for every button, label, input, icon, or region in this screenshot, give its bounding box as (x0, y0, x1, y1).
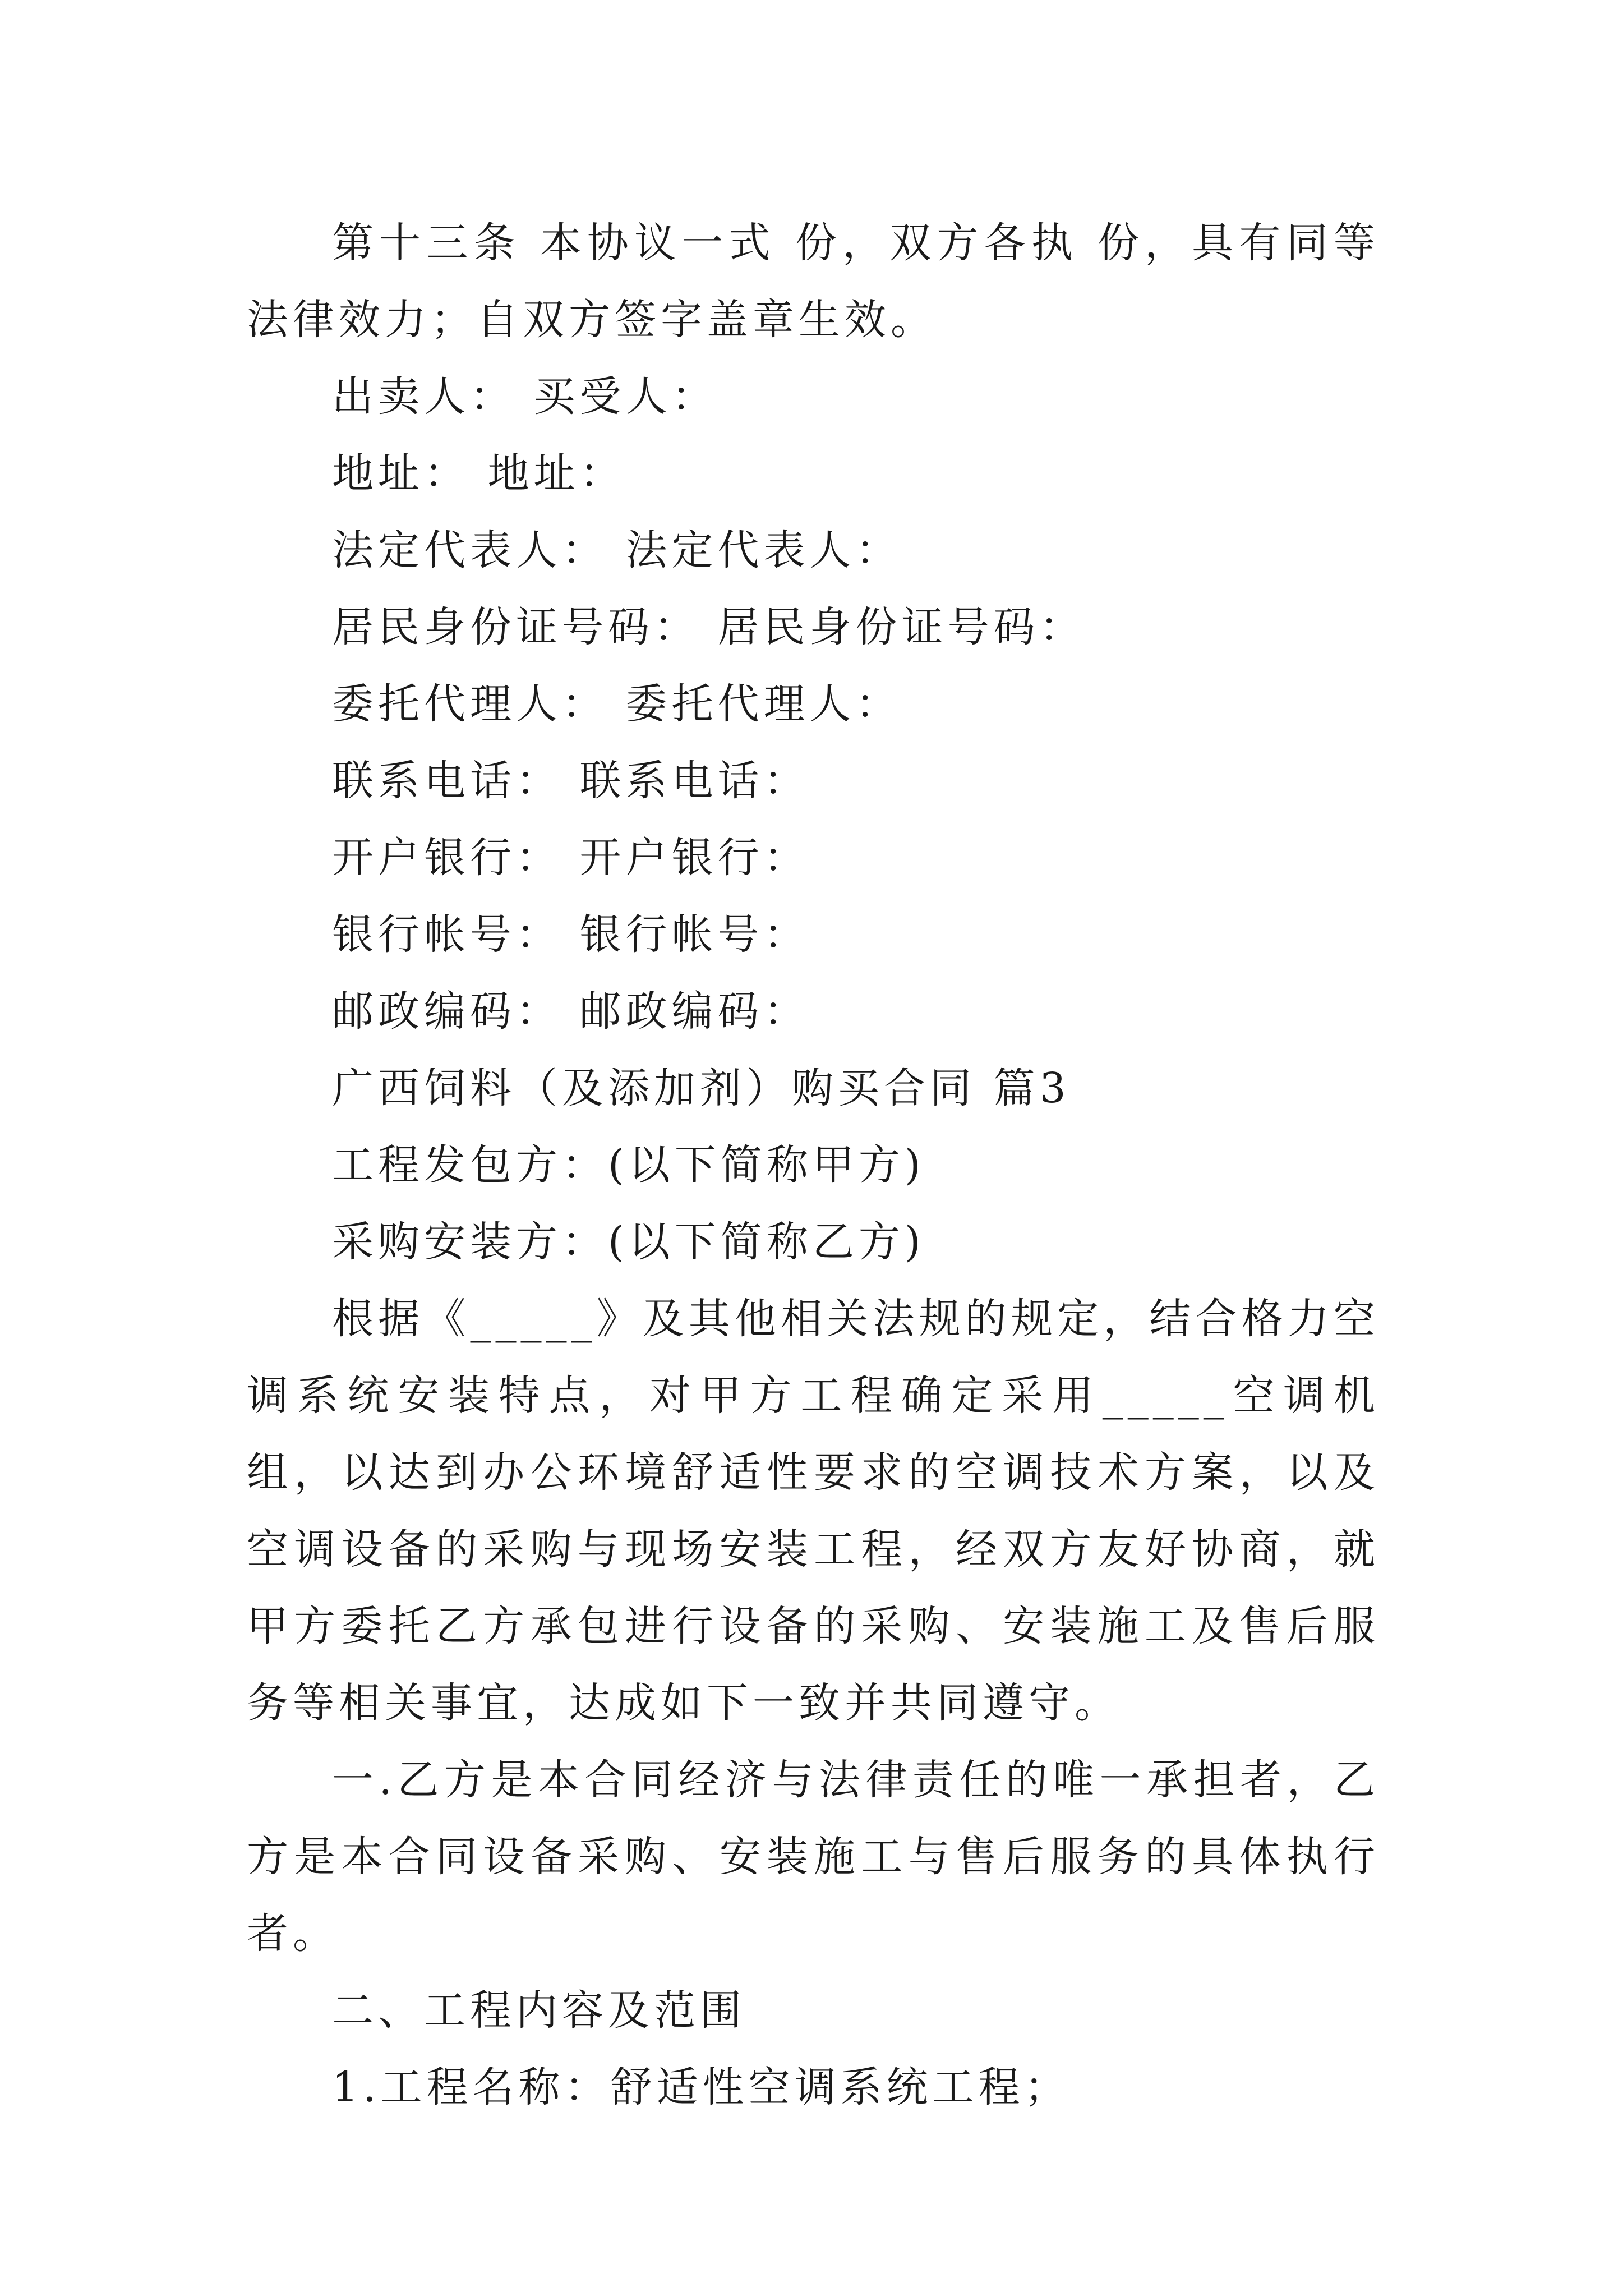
clause-2-heading: 二、工程内容及范围 (332, 1986, 746, 2035)
address-line: 地址： 地址： (332, 449, 626, 498)
seller-buyer-line: 出卖人： 买受人： (332, 372, 718, 421)
postcode-line: 邮政编码： 邮政编码： (332, 987, 810, 1036)
preamble-paragraph: 根据《_____》及其他相关法规的规定，结合格力空调系统安装特点，对甲方工程确定采用_____空调机组，以达到办公环境舒适性要求的空调技术方案，以及空调设备的采购与现场安装工程，经双方友好协商，就甲方委托乙方承包进行设备的采购、安装施工及售后服务等相关事宜，达成如下一致并共同遵守。 (247, 1295, 1380, 1727)
document-body (247, 205, 1380, 2126)
id-number-line: 居民身份证号码： 居民身份证号码： (332, 603, 1086, 651)
agent-line: 委托代理人： 委托代理人： (332, 680, 902, 728)
party-a-line: 工程发包方：(以下简称甲方) (332, 1141, 925, 1189)
item-1-line: 1.工程名称：舒适性空调系统工程； (332, 2063, 1071, 2111)
section-title: 广西饲料（及添加剂）购买合同 篇3 (332, 1064, 1071, 1112)
party-b-line: 采购安装方：(以下简称乙方) (332, 1218, 925, 1266)
article-13-paragraph: 第十三条 本协议一式 份，双方各执 份，具有同等法律效力；自双方签字盖章生效。 (247, 219, 1380, 344)
phone-line: 联系电话： 联系电话： (332, 757, 810, 805)
clause-1-paragraph: 一.乙方是本合同经济与法律责任的唯一承担者，乙方是本合同设备采购、安装施工与售后服务的具体执行者。 (247, 1756, 1380, 1958)
account-line: 银行帐号： 银行帐号： (332, 910, 810, 959)
legal-representative-line: 法定代表人： 法定代表人： (332, 526, 902, 574)
bank-line: 开户银行： 开户银行： (332, 834, 810, 882)
